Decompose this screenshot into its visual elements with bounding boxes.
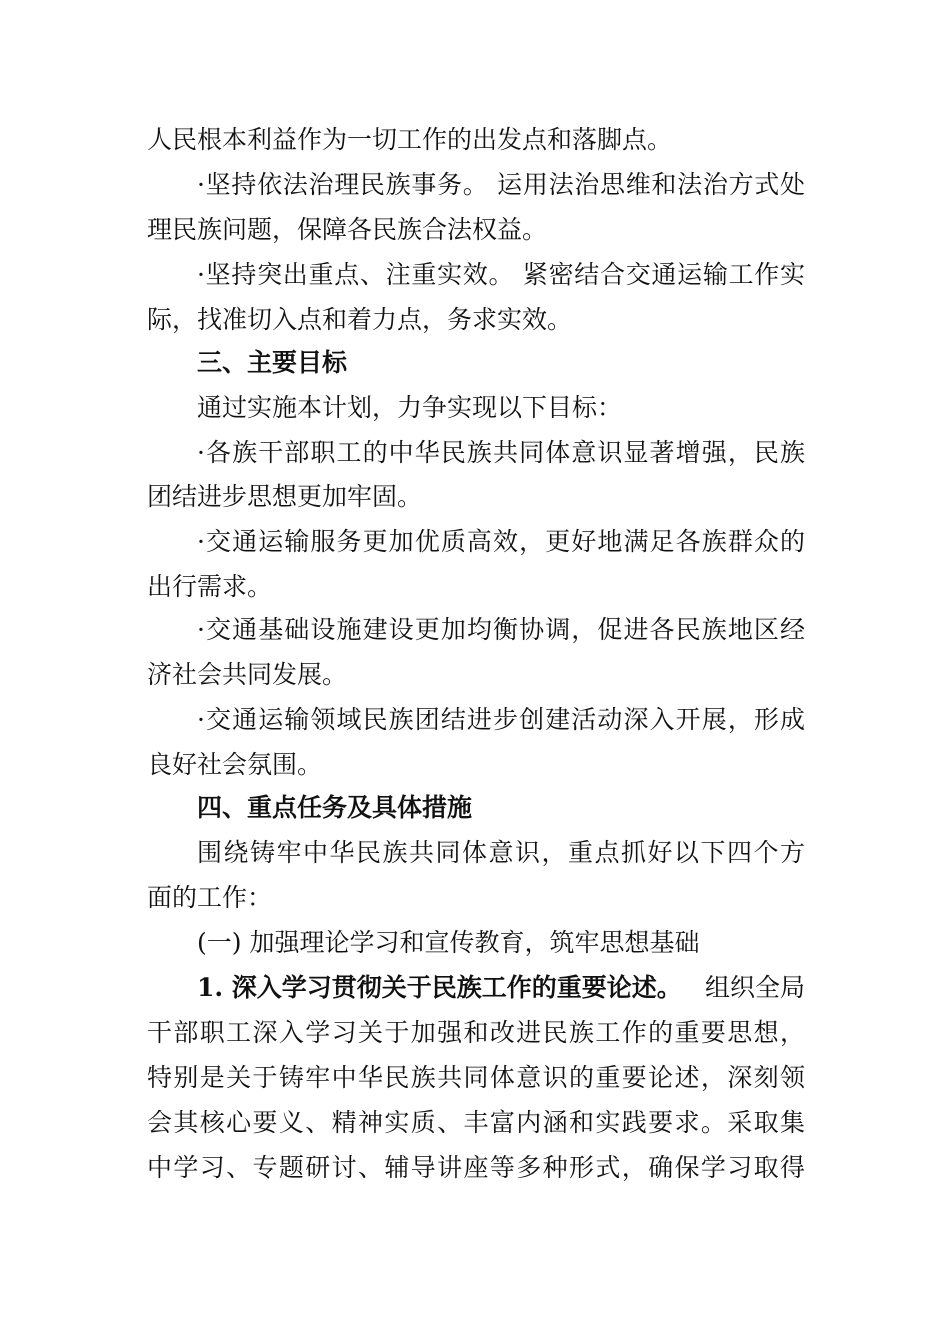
paragraph-line: 出行需求。 [147, 572, 273, 601]
bullet-line: ·交通基础设施建设更加均衡协调，促进各民族地区经 [197, 615, 805, 644]
paragraph-line: 良好社会氛围。 [147, 750, 323, 779]
subsection-heading: (一) 加强理论学习和宣传教育，筑牢思想基础 [197, 928, 700, 957]
paragraph-line: 会其核心要义、精神实质、丰富内涵和实践要求。采取集 [147, 1108, 805, 1137]
bullet-line: ·交通运输服务更加优质高效，更好地满足各族群众的 [197, 527, 805, 556]
section-heading: 三、主要目标 [197, 348, 348, 377]
item-title: 1. 深入学习贯彻关于民族工作的重要论述。 [197, 973, 682, 1002]
bullet-line: ·交通运输领域民族团结进步创建活动深入开展，形成 [197, 705, 805, 734]
paragraph-line: 际，找准切入点和着力点，务求实效。 [147, 305, 573, 334]
bullet-line: ·坚持突出重点、注重实效。 紧密结合交通运输工作实 [197, 260, 805, 289]
paragraph-line: 干部职工深入学习关于加强和改进民族工作的重要思想， [147, 1018, 805, 1047]
paragraph-line: 济社会共同发展。 [147, 660, 348, 689]
paragraph-line: 特别是关于铸牢中华民族共同体意识的重要论述，深刻领 [147, 1063, 805, 1092]
bullet-line: ·各族干部职工的中华民族共同体意识显著增强，民族 [197, 438, 805, 467]
item-text: 组织全局 [704, 973, 805, 1002]
section-heading: 四、重点任务及具体措施 [197, 793, 473, 822]
paragraph-line: 围绕铸牢中华民族共同体意识，重点抓好以下四个方 [197, 838, 805, 867]
paragraph-line: 中学习、专题研讨、辅导讲座等多种形式，确保学习取得 [147, 1153, 805, 1182]
paragraph-line: 人民根本利益作为一切工作的出发点和落脚点。 [147, 125, 673, 154]
bullet-line: ·坚持依法治理民族事务。 运用法治思维和法治方式处 [197, 170, 805, 199]
paragraph-line: 通过实施本计划，力争实现以下目标： [197, 393, 623, 422]
numbered-item-line [197, 971, 805, 1005]
paragraph-line: 面的工作： [147, 883, 273, 912]
paragraph-line: 理民族问题，保障各民族合法权益。 [147, 215, 548, 244]
paragraph-line: 团结进步思想更加牢固。 [147, 482, 423, 511]
